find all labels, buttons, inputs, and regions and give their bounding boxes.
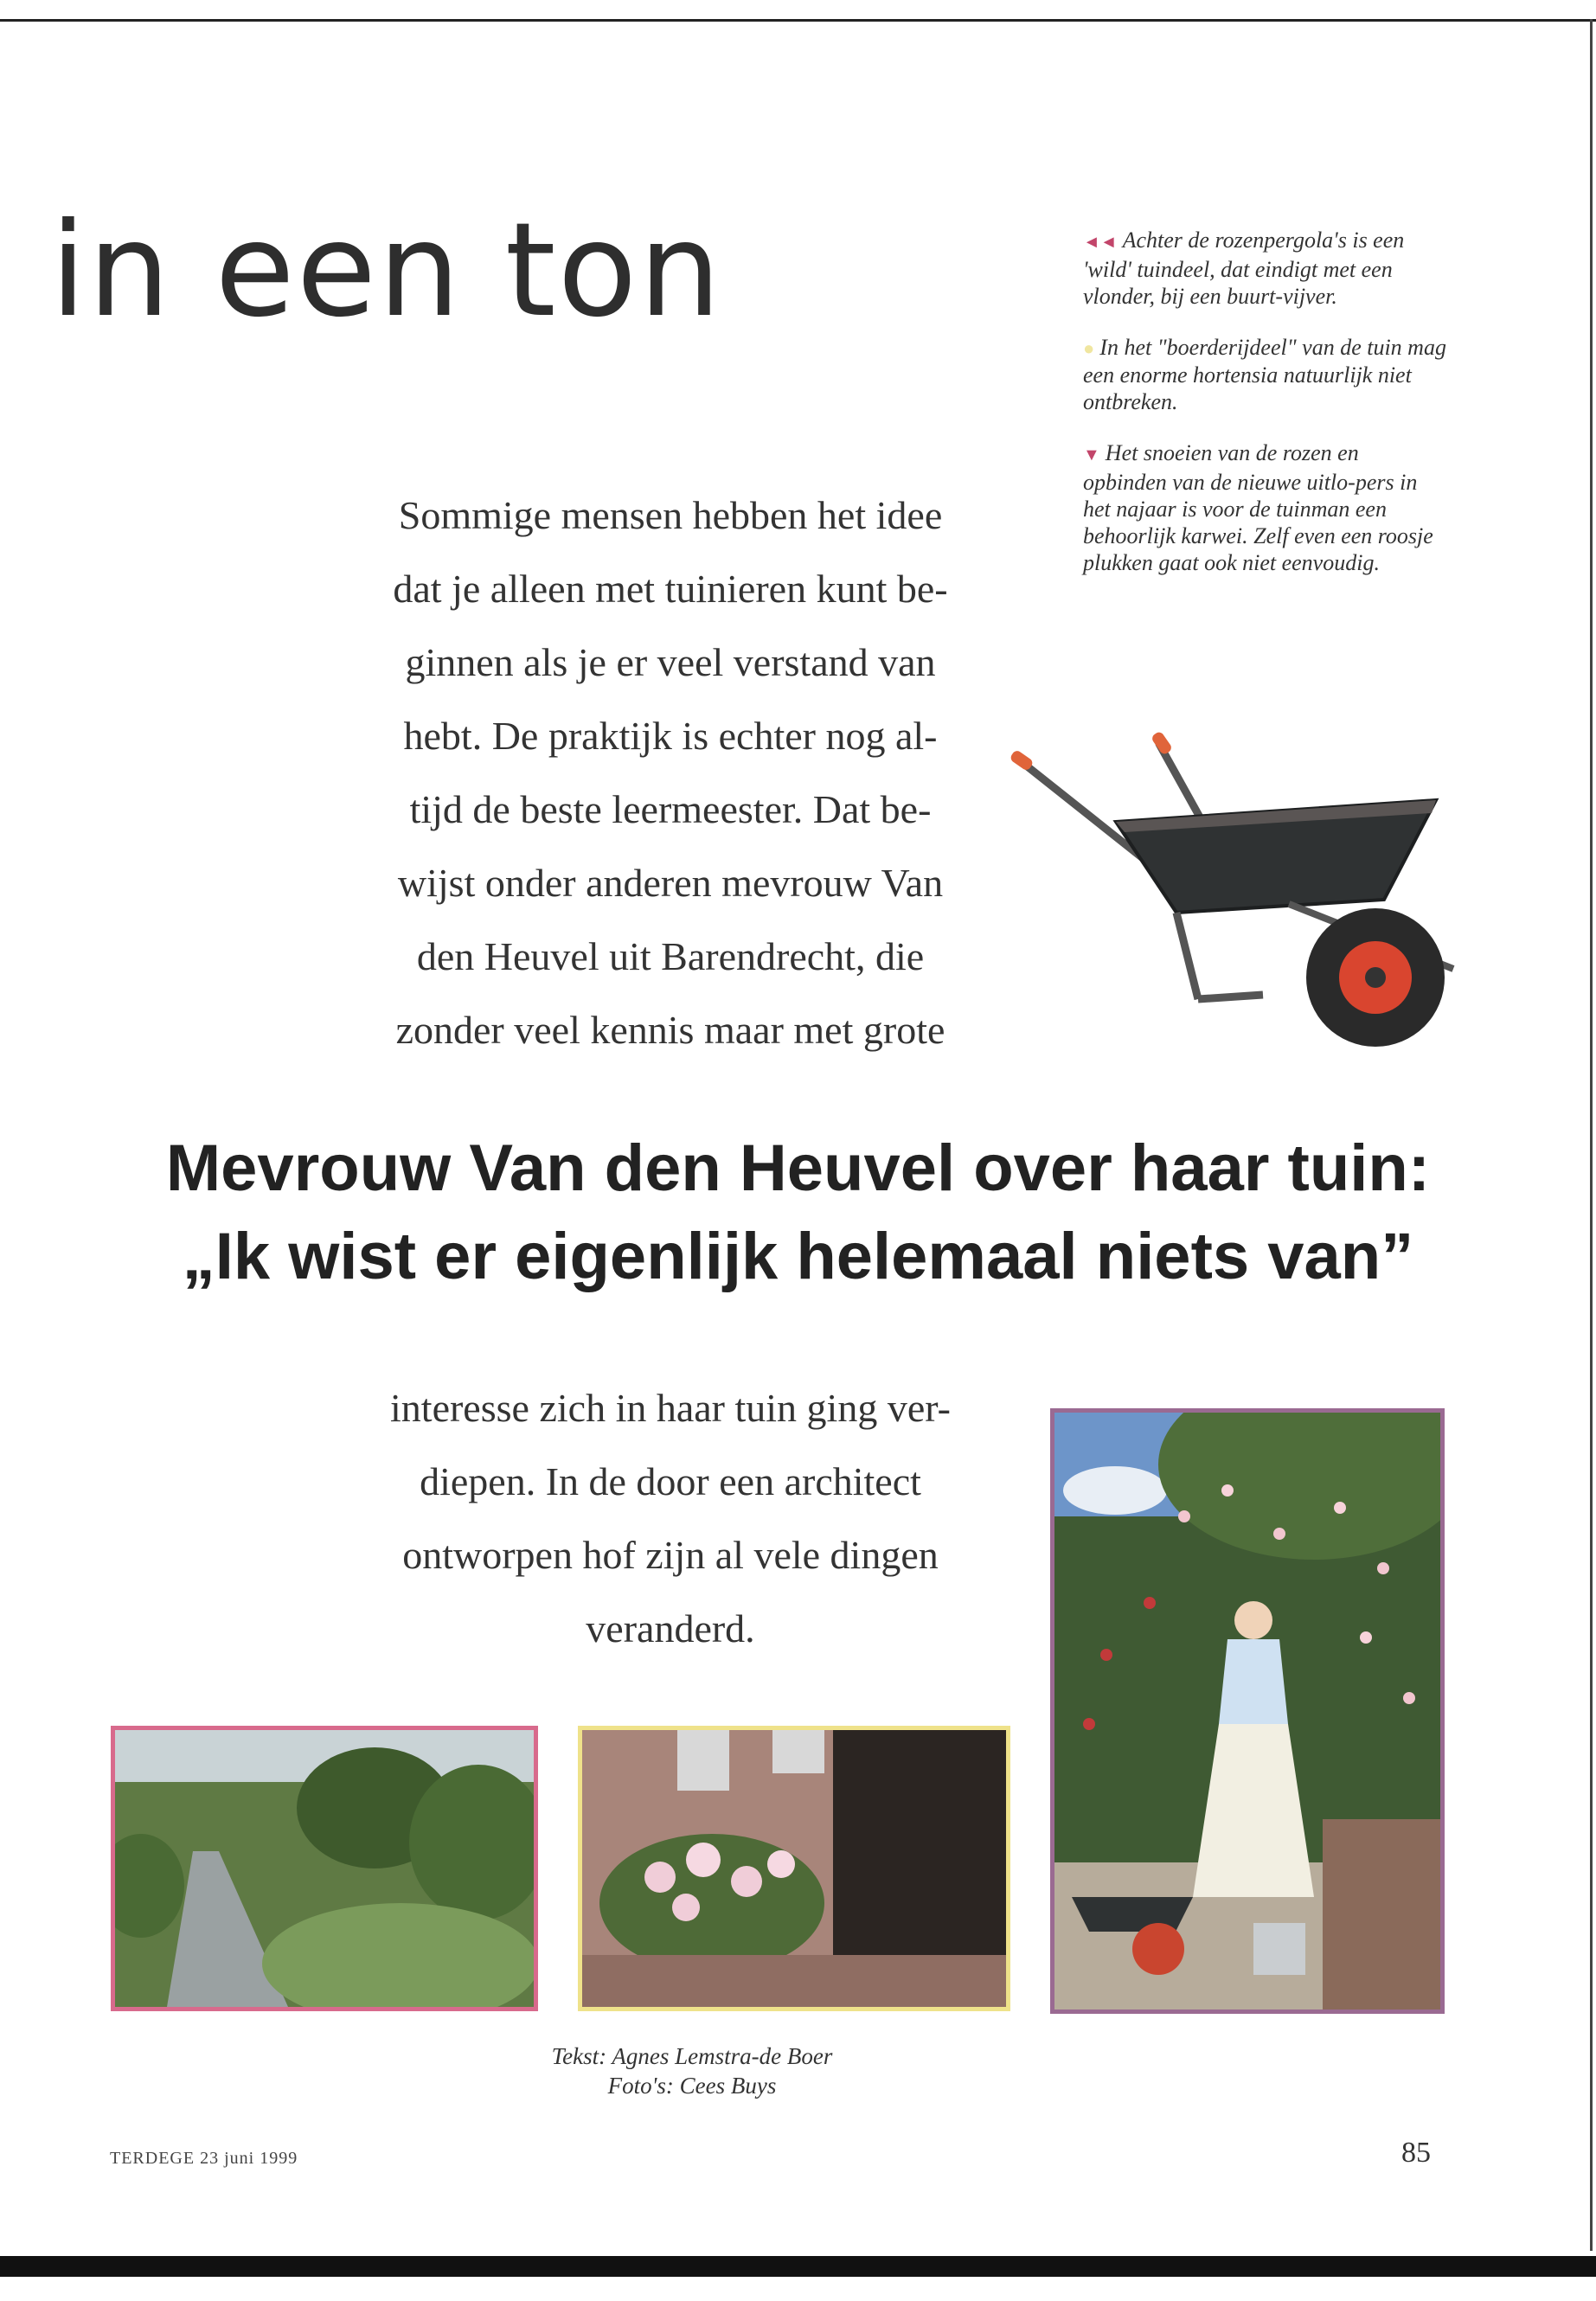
caption-1-marker-icon: ◄◄	[1083, 233, 1118, 252]
intro-continued-line: ontworpen hof zijn al vele dingen	[402, 1533, 939, 1577]
intro-continued-paragraph	[355, 1371, 986, 1665]
photo-credits	[484, 2041, 900, 2100]
photo-captions	[1083, 227, 1446, 600]
intro-continued-line: veranderd.	[586, 1606, 755, 1650]
credit-text: Tekst: Agnes Lemstra-de Boer	[551, 2043, 833, 2069]
caption-2	[1083, 334, 1446, 415]
main-headline-line-2: „Ik wist er eigenlijk helemaal niets van”	[182, 1220, 1414, 1293]
caption-3-text: Het snoeien van de rozen en opbinden van de nieuwe uitlo-pers in het najaar is voor de tuinman een behoorlijk karwei. Zelf even een roosje plukken gaat ook niet eenvoudig.	[1083, 440, 1433, 575]
caption-1-text: Achter de rozenpergola's is een 'wild' tuindeel, dat eindigt met een vlonder, bij een buurt-vijver.	[1083, 228, 1405, 309]
intro-line: zonder veel kennis maar met grote	[395, 1008, 945, 1052]
photo-hydrangea-house	[578, 1726, 1010, 2011]
caption-3-marker-icon: ▼	[1083, 445, 1100, 465]
intro-line: ginnen als je er veel verstand van	[405, 640, 936, 684]
intro-continued-line: diepen. In de door een architect	[420, 1459, 921, 1503]
top-rule	[0, 19, 1596, 22]
bottom-bar	[0, 2256, 1596, 2277]
caption-1	[1083, 227, 1446, 310]
publication-folio: TERDEGE 23 juni 1999	[110, 2149, 298, 2168]
main-headline-line-1: Mevrouw Van den Heuvel over haar tuin:	[165, 1131, 1431, 1205]
intro-line: wijst onder anderen mevrouw Van	[397, 861, 944, 905]
intro-line: dat je alleen met tuinieren kunt be-	[393, 567, 948, 611]
intro-line: tijd de beste leermeester. Dat be-	[409, 787, 932, 831]
intro-continued-line: interesse zich in haar tuin ging ver-	[390, 1386, 951, 1430]
caption-2-text: In het "boerderijdeel" van de tuin mag een enorme hortensia natuurlijk niet ontbreken.	[1083, 335, 1446, 414]
photo-garden-path	[111, 1726, 538, 2011]
caption-3	[1083, 439, 1446, 576]
main-headline	[0, 1125, 1596, 1301]
caption-2-marker-icon: ●	[1083, 337, 1095, 359]
headline-top: in een ton	[50, 195, 723, 346]
intro-line: hebt. De praktijk is echter nog al-	[403, 714, 938, 758]
photo-woman-pruning-roses	[1050, 1408, 1445, 2014]
page-number: 85	[1401, 2137, 1431, 2169]
intro-line: den Heuvel uit Barendrecht, die	[416, 934, 925, 978]
intro-paragraph	[355, 478, 986, 1067]
intro-line: Sommige mensen hebben het idee	[398, 493, 943, 537]
credit-photos: Foto's: Cees Buys	[607, 2073, 777, 2099]
wheelbarrow-illustration	[1003, 727, 1471, 1073]
